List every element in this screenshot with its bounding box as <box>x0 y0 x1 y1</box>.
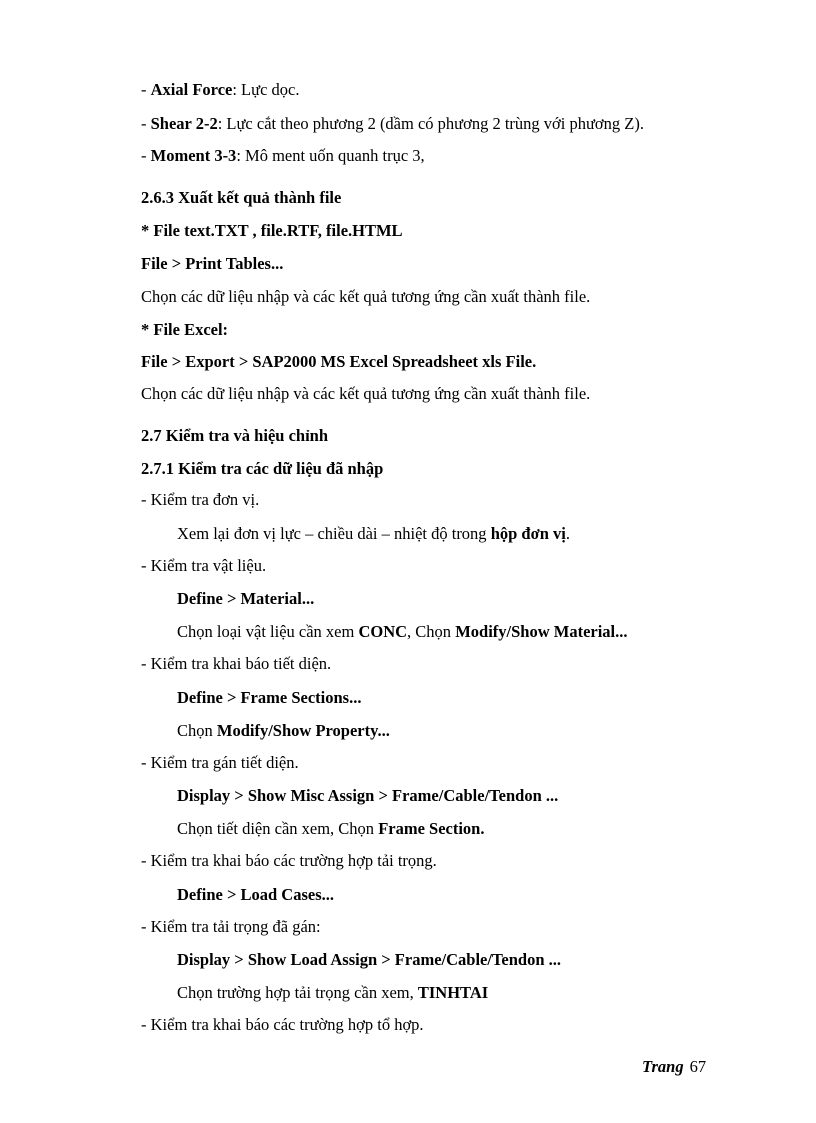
page-label: Trang <box>642 1057 684 1076</box>
subheading: * File Excel: <box>141 320 229 339</box>
text-line <box>177 524 570 544</box>
text-segment: : Lực dọc. <box>232 80 300 99</box>
term-bold: CONC <box>358 622 408 641</box>
text-line: Chọn các dữ liệu nhập và các kết quả tương ứng cần xuất thành file. <box>141 287 591 306</box>
term-bold: Modify/Show Material... <box>455 622 628 641</box>
menu-path: File > Export > SAP2000 MS Excel Spreadsheet xls File. <box>141 352 537 371</box>
term-bold: Frame Section. <box>378 819 485 838</box>
page-number: 67 <box>689 1057 707 1076</box>
section-heading: 2.7.1 Kiểm tra các dữ liệu đã nhập <box>141 459 384 478</box>
section-heading: 2.7 Kiểm tra và hiệu chỉnh <box>141 426 329 445</box>
term-bold: hộp đơn vị <box>490 524 566 543</box>
text-segment: Chọn <box>177 721 217 740</box>
text-line: Chọn các dữ liệu nhập và các kết quả tương ứng cần xuất thành file. <box>141 384 591 403</box>
term-bold: Shear 2-2 <box>150 114 218 133</box>
text-segment: Xem lại đơn vị lực – chiều dài – nhiệt độ trong <box>177 524 491 543</box>
text-line <box>177 622 628 642</box>
page-footer <box>642 1057 706 1077</box>
text-segment: , Chọn <box>407 622 456 641</box>
text-line: - Kiểm tra vật liệu. <box>141 556 267 575</box>
text-segment: - <box>141 146 151 165</box>
text-line <box>141 146 425 166</box>
menu-path: Display > Show Misc Assign > Frame/Cable/Tendon ... <box>177 786 559 805</box>
text-segment: Chọn trường hợp tải trọng cần xem, <box>177 983 418 1002</box>
menu-path: Display > Show Load Assign > Frame/Cable/Tendon ... <box>177 950 562 969</box>
text-line <box>177 721 390 741</box>
text-line: - Kiểm tra khai báo tiết diện. <box>141 654 332 673</box>
term-bold: Modify/Show Property... <box>216 721 390 740</box>
term-bold: TINHTAI <box>417 983 489 1002</box>
text-segment: - <box>141 114 151 133</box>
subheading: * File text.TXT , file.RTF, file.HTML <box>141 221 403 240</box>
text-segment: : Lực cắt theo phương 2 (dầm có phương 2 trùng với phương Z). <box>217 114 644 133</box>
menu-path: Define > Frame Sections... <box>177 688 362 707</box>
text-segment: : Mô ment uốn quanh trục 3, <box>236 146 425 165</box>
menu-path: File > Print Tables... <box>141 254 284 273</box>
menu-path: Define > Load Cases... <box>177 885 334 904</box>
text-line <box>141 80 299 100</box>
text-segment: Chọn tiết diện cần xem, Chọn <box>177 819 379 838</box>
text-line <box>177 819 485 839</box>
text-line <box>141 114 644 134</box>
text-line <box>177 983 488 1003</box>
text-line: - Kiểm tra tải trọng đã gán: <box>141 917 321 936</box>
text-line: - Kiểm tra khai báo các trường hợp tổ hợp. <box>141 1015 424 1034</box>
text-line: - Kiểm tra đơn vị. <box>141 490 260 509</box>
text-line: - Kiểm tra gán tiết diện. <box>141 753 299 772</box>
term-bold: Axial Force <box>150 80 233 99</box>
text-line: - Kiểm tra khai báo các trường hợp tải trọng. <box>141 851 437 870</box>
menu-path: Define > Material... <box>177 589 315 608</box>
section-heading: 2.6.3 Xuất kết quả thành file <box>141 188 342 207</box>
text-segment: - <box>141 80 151 99</box>
text-segment: Chọn loại vật liệu cần xem <box>177 622 359 641</box>
text-segment: . <box>565 524 570 543</box>
term-bold: Moment 3-3 <box>150 146 237 165</box>
